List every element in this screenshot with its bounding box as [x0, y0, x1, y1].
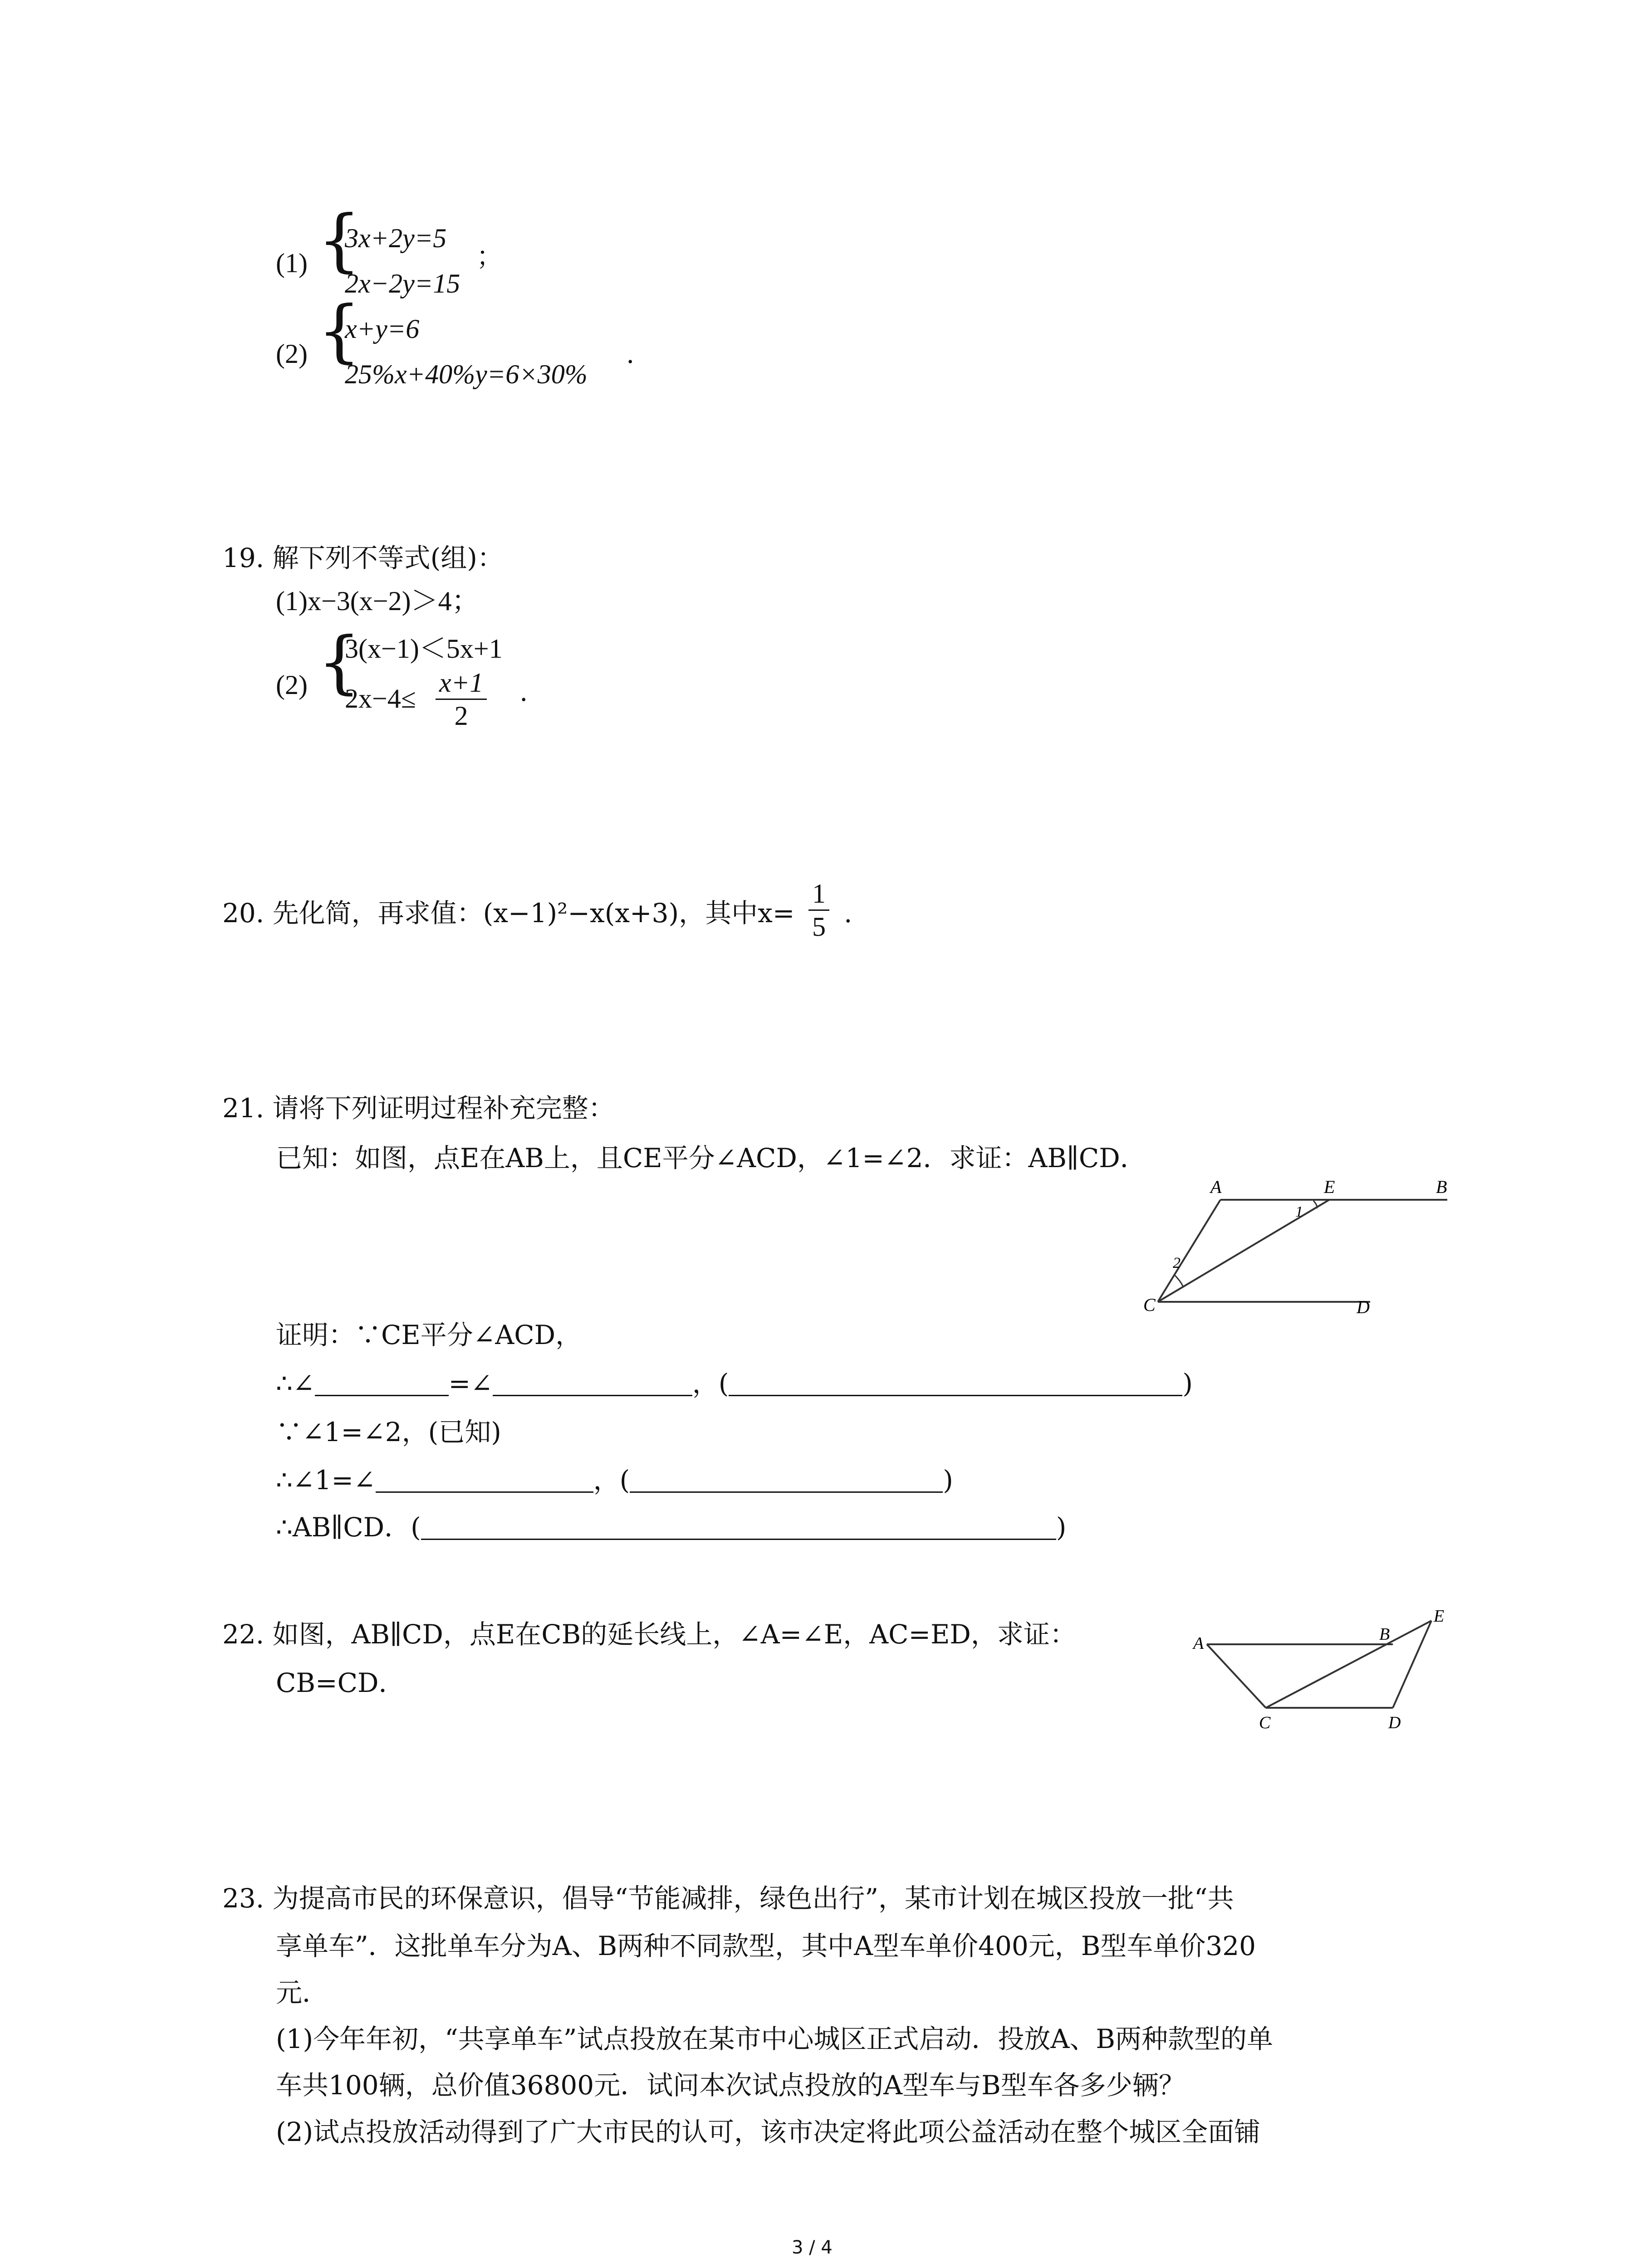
label-b: B [1436, 1177, 1447, 1197]
q19-title: 19. 解下列不等式(组)： [222, 543, 504, 573]
q22-figure [1180, 1603, 1465, 1740]
q23-line2: 享单车”．这批单车分为A、B两种不同款型，其中A型车单价400元，B型车单价320 [276, 1931, 1256, 1961]
label-e: E [1324, 1177, 1335, 1197]
fraction-numerator: 1 [808, 878, 829, 911]
q20-end: . [844, 898, 852, 929]
q18-p2-label: (2) [276, 339, 308, 369]
left-brace: { [318, 292, 361, 371]
segment-ce [1266, 1621, 1431, 1708]
label-e: E [1434, 1607, 1445, 1626]
q21-proof-line3 [276, 1464, 953, 1496]
q23-line4: (1)今年年初，“共享单车”试点投放在某市中心城区正式启动．投放A、B两种款型的单 [276, 2024, 1273, 2054]
q19-p2-eq2-left: 2x−4≤ [345, 684, 416, 714]
segment-ed [1393, 1621, 1431, 1708]
q19-p2-eq1: 3(x−1)＜5x+1 [345, 634, 503, 664]
label-a: A [1210, 1177, 1222, 1197]
q21-figure [1134, 1175, 1461, 1315]
q23-line3: 元． [276, 1977, 329, 2008]
segment-ac [1207, 1644, 1266, 1708]
q22-line1: 22. 如图，AB∥CD，点E在CB的延长线上，∠A=∠E，AC=ED，求证： [222, 1619, 1076, 1650]
q21-proof-line1 [276, 1368, 1193, 1399]
fill-blank[interactable] [376, 1466, 593, 1493]
q23-line6: (2)试点投放活动得到了广大市民的认可，该市决定将此项公益活动在整个城区全面铺 [276, 2116, 1261, 2147]
page-number: 3 / 4 [792, 2237, 833, 2258]
q21-line1-text-c: ，( [692, 1368, 729, 1399]
label-a: A [1193, 1634, 1204, 1653]
q21-title: 21. 请将下列证明过程补充完整： [222, 1093, 615, 1124]
fill-blank[interactable] [630, 1466, 943, 1493]
q19-p2-label: (2) [276, 670, 308, 700]
fill-blank[interactable] [729, 1369, 1182, 1396]
q21-line1-text-d: ) [1182, 1368, 1193, 1399]
q18-p1-end: ； [476, 241, 503, 272]
label-d: D [1357, 1297, 1370, 1315]
angle-2-arc [1175, 1276, 1183, 1287]
q19-part1: (1)x−3(x−2)＞4； [276, 586, 479, 616]
fill-blank[interactable] [315, 1369, 449, 1396]
fill-blank[interactable] [421, 1513, 1056, 1540]
q23-line5: 车共100辆，总价值36800元．试问本次试点投放的A型车与B型车各多少辆？ [276, 2070, 1185, 2101]
segment-ac [1158, 1200, 1220, 1302]
q21-line1-text-b: =∠ [448, 1368, 493, 1399]
q23-line1: 23. 为提高市民的环保意识，倡导“节能减排，绿色出行”，某市计划在城区投放一批“共 [222, 1883, 1234, 1914]
q21-line3-text-a: ∴∠1=∠ [276, 1465, 376, 1496]
fraction-denominator: 2 [454, 701, 468, 731]
q18-p2-eq1: x+y=6 [345, 314, 420, 344]
q18-p1-eq1: 3x+2y=5 [345, 223, 447, 253]
q21-proof-line2: ∵∠1=∠2，(已知) [276, 1417, 501, 1447]
left-brace: { [318, 623, 361, 702]
label-angle-1: 1 [1295, 1203, 1303, 1220]
q18-p1-label: (1) [276, 248, 308, 278]
fraction-denominator: 5 [812, 912, 826, 942]
label-c: C [1143, 1295, 1156, 1315]
q20-text: 20. 先化简，再求值：(x−1)²−x(x+3)，其中x= [222, 898, 795, 929]
q22-line2: CB=CD． [276, 1667, 405, 1698]
fraction-numerator: x+1 [436, 667, 487, 700]
q19-p2-fraction [436, 667, 487, 732]
q21-line3-text-c: ) [943, 1465, 953, 1496]
left-brace: { [318, 201, 361, 280]
label-b: B [1379, 1625, 1390, 1644]
q21-line3-text-b: ，( [593, 1465, 630, 1496]
q21-line4-text-a: ∴AB∥CD．( [276, 1512, 421, 1543]
q21-line1-text-a: ∴∠ [276, 1368, 315, 1399]
q21-proof-intro: 证明：∵CE平分∠ACD， [276, 1320, 582, 1350]
q18-p2-eq2: 25%x+40%y=6×30% [345, 359, 588, 389]
q21-proof-line4 [276, 1511, 1066, 1543]
q18-p2-end: . [626, 338, 635, 369]
q21-line4-text-b: ) [1056, 1512, 1067, 1543]
fill-blank[interactable] [493, 1369, 692, 1396]
q20-fraction [808, 878, 829, 943]
q18-p1-eq2: 2x−2y=15 [345, 269, 460, 298]
label-c: C [1259, 1713, 1271, 1732]
q19-p2-end: . [519, 676, 528, 707]
label-angle-2: 2 [1173, 1255, 1181, 1271]
label-d: D [1388, 1713, 1401, 1732]
q21-given: 已知：如图，点E在AB上，且CE平分∠ACD，∠1=∠2．求证：AB∥CD． [276, 1143, 1146, 1173]
